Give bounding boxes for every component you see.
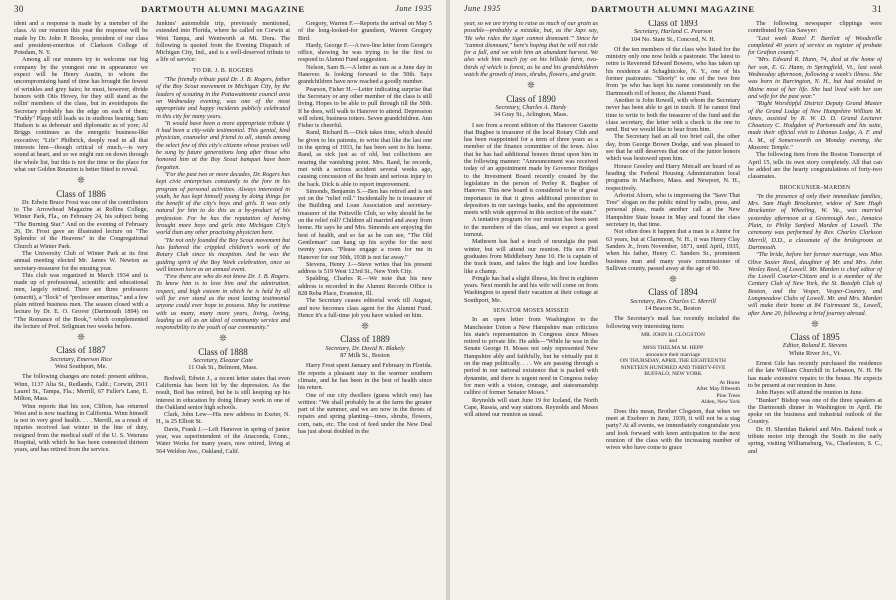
address-line: White River Jct., Vt.: [789, 349, 841, 357]
right-columns: [464, 20, 882, 596]
secretary-line: Secretary, Dr. David N. Blakely: [325, 344, 405, 352]
paragraph: The Secretary had an all too brief call, the other day, from George Brown Dodge, and was pleased to see that he still deserves that one of the junior honors which was bestowed upon him.: [606, 133, 740, 163]
paragraph: Nelson, Sam B.—A letter as rare as a June day in Hanover. Is looking forward to the 50th. Says grandchildren have now reached a goodly number.: [298, 63, 432, 86]
issue-date: June 1935: [395, 4, 432, 13]
paragraph: year, so we are trying to raise as much of our grain as possible—probably a mistake, but, as the Japs say, 'He who rides the tiger cannot dismount.'" Since he "cannot dismount," here's hoping that he will not ride for a fall, and we wish him an abundant harvest. We also wish him much joy on his hillside farm, two-thirds of which is forest, as he and his grandchildren watch the growth of trees, shrubs, flowers, and grain.: [464, 20, 598, 79]
announcement-line: NINETEEN HUNDRED AND THIRTY-FIVE: [620, 364, 726, 371]
secretary-line: Secretary, Emerson Rice: [50, 355, 112, 363]
address-line: 34 Gray St., Arlington, Mass.: [493, 111, 569, 119]
section-heading: Class of 1895: [790, 332, 840, 343]
paragraph: Reynolds will start June 19 for Iceland, the North Cape, Russia, and way stations. Reynolds and Moses will attend our reunion as usual.: [464, 396, 598, 419]
paragraph: "Bunker" Bishop was one of the three speakers at the Dartmouth dinner in Washington in April. He spoke on the business and industrial outlook of the Country.: [748, 396, 882, 426]
paragraph: Arborist Ahorn, who is impressing the "Save That Tree" slogan on the public mind by radio, press, and personal pleas, made another call at the New Hampshire State house in May and found the class secretary in, that time.: [606, 191, 740, 229]
paragraph: Rand, Richard B.—Dick takes time, which should be given to his patients, to write that like the last one in the spring of 1933, he has been sent to his home. Rand, as sick just as of old, but collections are nearing the vanishing point. Mrs. Rand, he records, met with a serious accident several weeks ago, causing concussion of the brain and serious injury to the back. Dick is able to report improvement.: [298, 129, 432, 188]
paragraph: Clark, John Lew—His new address in Exeter, N. H., is 25 Elliott St.: [156, 411, 290, 426]
address-line: 104 No. State St., Concord, N. H.: [630, 35, 716, 43]
subheading: BROCKUNIER–MARDEN: [779, 184, 851, 191]
right-page: [450, 0, 896, 600]
paragraph: John Hayes will attend the reunion in June.: [756, 389, 863, 397]
ornament-icon: ❊: [219, 333, 227, 344]
magazine-title: DARTMOUTH ALUMNI MAGAZINE: [141, 4, 305, 14]
column-3: [748, 20, 882, 596]
paragraph: Of the ten members of the class who listed for the ministry only one now holds a pastorate. The latest to retire is Reverend Edward Bowers, who has taken up his residence at Schaghticoke, N. Y., one of his former pastorates. "Shorty" is one of the two free from 'ps who has kept his name consistently on the Dartmouth roll of honor, the Alumni Fund.: [606, 45, 740, 97]
section-heading: Class of 1893: [648, 20, 698, 28]
paragraph: This club was organized in March 1934 and is made up of professional, scientific and educational men, largely retired. There are three professors (emeriti), a "flock" of "professor emeritus," and a few plain retired business men. The season closed with a lecture by Dr. E. O. Grover (Dartmouth 1894) on "The Romance of the Book," which complemented the lecture of Prof. Seligman two weeks before.: [14, 271, 148, 330]
announcement-line: announce their marriage: [645, 351, 701, 358]
left-page: [0, 0, 446, 600]
magazine-title: DARTMOUTH ALUMNI MAGAZINE: [591, 4, 755, 14]
paragraph: The following newspaper clippings were contributed by Gus Sawyer:: [748, 20, 882, 35]
secretary-line: Secretary, Eleazar Cate: [193, 357, 253, 365]
address-line: 11 Oak St., Belmont, Mass.: [188, 364, 258, 372]
announcement-line: MISS THELMA M. HEPP: [642, 345, 704, 352]
paragraph: Dr. Edwin Bruce Frost was one of the contributors to The Arrowhead Magazine at Rollins College, Winter Park, Fla., on February 24, his subject being "The Burning Star." And on the evening of February 26, Dr. Frost gave an illustrated lecture on "The Splendor of the Heavens" in the Congregational Church at Winter Park.: [14, 198, 148, 250]
paragraph: I see from a recent edition of the Hanover Gazette that Bugbee is treasurer of the local Rotary Club and has been reappointed for a term of three years as a member of the finance committee of the town. Also that he has had additional honors thrust upon him in the following manner: "Announcement was received today of an appointment made by Governor Bridges to the Investment Board recently created by the legislature in the person of Perley R. Bugbee of Hanover. This new board is considered to be of great importance in that it gives additional protection to depositors in our savings banks, and the appointment meets with wide approval in this section of the state.": [464, 121, 598, 217]
paragraph: Gregory, Warren F.—Reports the arrival on May 5 of the long-looked-for grandson, Warren Gregory Bird.: [298, 20, 432, 42]
paragraph: Harry Frost spent January and February in Florida. He reports a pleasant stay in the warmer southern climate, and he has been in the best of health since his return.: [298, 362, 432, 392]
address-line: 14 Beacon St., Boston: [644, 304, 702, 312]
left-columns: [14, 20, 432, 596]
section-heading: Class of 1890: [506, 93, 556, 104]
column-1: [14, 20, 148, 596]
ornament-icon: ❊: [77, 175, 85, 186]
at-home-line: Pine Trees: [716, 392, 740, 399]
at-home-line: At Home: [719, 380, 740, 387]
issue-date: June 1935: [464, 4, 501, 13]
paragraph: Another is John Rowell, with whom the Secretary never has been able to get in touch. If he cannot find time to write to both the treasurer of the fund and the class secretary, the letter with a check is the one to send. But we would like to hear from him.: [606, 96, 740, 134]
paragraph: In an open letter from Washington to the Manchester Union a New Hampshire man criticizes his state's representation in Congress since Moses retired to private life. He adds—"While he was in the Senate George H. Moses not only represented New Hampshire ably and faithfully, but he virtually put it on the map politically. . . . We are passing through a period in our national existence that is packed with dynamite, and there is urgent need in Congress today for men with a vision, courage, and statesmanship calibre of former Senator Moses.": [464, 316, 598, 397]
paragraph: Davis, Frank J.—Left Hanover in spring of junior year, was superintendent of the Anaconda, Conn., Water Works for many years, now retired, living at 564 Weldon Ave., Oakland, Calif.: [156, 425, 290, 455]
announcement: [606, 332, 740, 378]
paragraph: The following item from the Boston Transcript of April 15, tells its own story completely. All that can be added are the hearty congratulations of forty-two classmates.: [748, 151, 882, 181]
paragraph: Winn reports that his son, Clifton, has returned West and is now teaching in California. Winn himself is not in very good health. . . . Merrill, as a result of injuries received last winter in the line of duty, resigned from the medical staff of the U. S. Veterans Hospital, with which he has been connected thirteen years, and has retired from the service.: [14, 402, 148, 454]
secretary-line: Secretary, Harland C. Pearson: [634, 28, 712, 36]
section-heading: Class of 1894: [648, 287, 698, 298]
clipping: "Right Worshipful District Deputy Grand Master of the Grand Lodge of New Hampshire William M. Ames, assisted by R. W. D. D. Grand Lecturer Chauncey C. Hodgdon of Portsmouth and his suite, made their official visit to Libanus Lodge, A. F. and A. M., of Somersworth on Monday evening, the Masonic Temple.": [748, 100, 882, 152]
paragraph: Spalding, Charles R.—We note that his new address is recorded in the Alumni Records Office is 828 Reba Place, Evanston, Ill.: [298, 275, 432, 297]
paragraph: A tentative program for our reunion has been sent to the members of the class, and we expect a good turnout.: [464, 216, 598, 239]
at-home-block: [606, 380, 740, 406]
ornament-icon: ❊: [811, 318, 819, 329]
column-2: [156, 20, 290, 596]
section-heading: Class of 1887: [56, 345, 106, 356]
announcement-line: BUFFALO, NEW YORK: [644, 371, 702, 378]
section-heading: Class of 1888: [198, 346, 248, 357]
paragraph: Simonds, Benjamin S.—Ben has retired and is not yet on the "relief roll." Incidentally he is treasurer of the Building and Loan Association and secretary-treasurer of the Pottsville Club, so why should he be on the relief roll? Children all married and away from home. He says he and Mrs. Simonds are enjoying the best of health, and so far as he can see, "The Old Gentleman" can hang up his scythe for the next twenty years. "Please engage a room for me in Hanover for our 50th, 1938 is not far away.": [298, 187, 432, 261]
paragraph: The University Club of Winter Park at its first annual meeting elected Mr. James W. Newton as secretary-treasurer for the ensuing year.: [14, 249, 148, 272]
section-heading: Class of 1886: [56, 188, 106, 199]
column-1: [464, 20, 598, 596]
address-line: 87 Milk St., Boston: [340, 352, 390, 360]
paragraph: The Secretary's mail has recently included the following very interesting item:: [606, 315, 740, 330]
column-2: [606, 20, 740, 596]
paragraph: Does this mean, Brother Clogston, that when we meet at Exeboro in June, 1939, it will not be a stag party? At all events, we immediately congratulate you and look forward with keen anticipation to the next reunion of the class with the increasing number of wives who have come to grace: [606, 407, 740, 452]
ornament-icon: ❊: [361, 321, 369, 332]
address-line: West Southport, Me.: [55, 363, 107, 371]
paragraph: ident and a response is made by a member of the class. At our reunion this year the response will be made by Dr. John P. Brooks, president of our class and president-emeritus of Clarkson College of Potsdam, N. Y.: [14, 20, 148, 57]
at-home-line: Alden, New York: [700, 399, 740, 406]
paragraph: Among all our reuners try to welcome our big company by the youngest one in appearance we expect will be Henry Austin, to whom the uncompromising hand of time has brought the fewest of wrinkles and grey hairs; he must, however, divide honors with Otis Hovey, for they still stand as the rollin' members of the class, but in avoirdupois the Secretary probably has the edge on each of them; "Fuddy" Plapp still leads us in studious bearing; Sam Hudson is as debonair and diplomatic as of yore; Al Briggs continues as the energetic business-like executive; "Life" Philbrick, deeply read in all that interests him—though critical of much,—is very sound at heart, and so we might run on down through the whole list, but this is not the time or the place for what our Golden Reunion is better fitted to reveal.: [14, 56, 148, 173]
quote-paragraph: "The friendly tribute paid Dr. J. B. Rogers, father of the Boy Scout movement in Michigan City, by the leaders of scouting in the Pottawattomie council area on Wednesday evening, was one of the most appropriate and happy incidents publicly celebrated in this city for many years.: [156, 76, 290, 120]
paragraph: Horace Greeley and Harry Metcalf are heard of as heading the Federal Housing Administration local programs in Marlboro, Mass. and Newport, N. H., respectively.: [606, 162, 740, 192]
announcement-line: ON THURSDAY, APRIL THE EIGHTEENTH: [620, 358, 726, 365]
subheading: SENATOR MOSES MISSED: [493, 307, 569, 314]
clipping: "In the presence of only their immediate families, Mrs. Sam Hugh Brockunier, widow of Sam Hugh Brockunier of Wheeling, W. Va., was married yesterday afternoon at a Greenough Ave., Jamaica Plain, to Philip Sanford Marden of Lowell. The ceremony was performed by Rev. Charles Clarkson Merrill, D.D., a classmate of the bridegroom at Dartmouth.: [748, 192, 882, 251]
clipping: "Mrs. Edward R. Hunn, 74, died at the home of her son, E. G. Hann, in Springfield, Vt., last week Wednesday afternoon, following a week's illness. She was born in Barrington, N. H., but had resided in Maine most of her life. She had lived with her son and wife for the past year.": [748, 56, 882, 100]
at-home-line: After May fifteenth: [696, 386, 740, 393]
secretary-line: Secretary, Charles A. Hardy: [495, 103, 567, 111]
ornament-icon: ❊: [77, 332, 85, 343]
paragraph: One of our city dwellers (guess which one) has written: "We shall probably be at the farm the greater part of the summer, and we are now in the throes of repairs and spring planting—trees, shrubs, flowers, corn, oats, etc. The cost of feed under the New Deal has just about doubled in the: [298, 391, 432, 436]
paragraph: Pearson, Fisher H.—Letter indicating surprise that the Secretary or any other member of the class is still living. Hopes to be able to pull through till the 50th. If he does, will walk to Hanover to attend. Depression will relent, business totters. Seven grandchildren. Ann Fisher is cheerful.: [298, 85, 432, 130]
paragraph: The Secretary ceases editorial work till August, and now becomes class agent for the Alumni Fund. Hence it's a full-time job you have wished on him.: [298, 297, 432, 319]
paragraph: Ernest Gile has recently purchased the residence of the late William Churchill in Lebanon, N. H. He has made extensive repairs to the house. He expects to be present at our reunion in June.: [748, 360, 882, 389]
page-number: 30: [14, 4, 24, 14]
quote-paragraph: "For the past two or more decades, Dr. Rogers has kept civic enterprises constantly to the fore in his program of personal activities. Always interested in youth, he has kept himself young by doing things for the benefit of the city's boys and girls. It was only natural for him to do this as a by-product of his profession. For he has the reputation of having brought more boys and girls into Michigan City's world than any other practising physician here.: [156, 170, 290, 237]
page-number: 31: [872, 4, 882, 14]
column-3: [298, 20, 432, 596]
clipping: "Last week Rozel F. Bartlett of Woodsville completed 40 years of service as register of probate for Grafton county.": [748, 34, 882, 57]
secretary-line: Secretary, Rev. Charles C. Merrill: [630, 297, 716, 305]
secretary-line: Editor, Roland E. Stevens: [782, 342, 848, 350]
paragraph: Matheson has had a touch of neuralgia the past winter, but will attend our reunion. His son Phil graduates from Middlebury June 10. He is captain of the track team, and takes the high and low hurdles like a champ.: [464, 238, 598, 275]
ornament-icon: ❊: [527, 80, 535, 91]
ornament-icon: ❊: [669, 274, 677, 285]
section-heading: Class of 1889: [340, 334, 390, 345]
paragraph: Pringle has had a slight illness, his first in eighteen years. Next month he and his wife will come on from Washington to spend their vacation at their cottage at Southport, Me.: [464, 274, 598, 304]
paragraph: The following changes are noted: present address, Winn, 1137 Alta St., Redlands, Calif.; Corwin, 2911 Laurel St., Tampa, Fla.; Merrill, 67 Fuller's Lane, E. Milton, Mass.: [14, 373, 148, 403]
clipping: "The bride, before her former marriage, was Miss Olive Saxier Reed, daughter of Mr. and Mrs. John Wesley Reed, of Lowell. Mr. Marden is chief editor of the Lowell Courier-Citizen and is a member of the Century Club of New York, the St. Botolph Club of Boston, and the Vesper, Vesper-Country, and Longmeadow Clubs of Lowell. Mr. and Mrs. Marden will make their home at 84 Fairmount St., Lowell, after June 20, following a brief journey abroad.: [748, 251, 882, 317]
paragraph: Stevens, Henry J.—Steve writes that his present address is 519 West 123rd St., New York City.: [298, 260, 432, 276]
paragraph: Dr. H. Sheridan Baketel and Mrs. Baketel took a tribute motor trip through the South in the early spring, visiting Williamsburg, Va., Charleston, S. C., and: [748, 425, 882, 455]
paragraph: Hardy, George F.—A two-line letter from George's office, showing he was trying to be the first to respond to Alumni Fund suggestion.: [298, 41, 432, 64]
announcement-line: and: [668, 338, 678, 345]
paragraph: Not often does it happen that a man is a Junior for 63 years, but at Claremont, N. H., it was Henry Clay Sanders Jr., from November, 1871, until April, 1935, when his father, Henry C. Sanders Sr., prominent business man and many years commissioner of Sullivan county, passed away at the age of 90.: [606, 228, 740, 272]
left-header: [14, 4, 432, 16]
quote-paragraph: "He not only founded the Boy Scout movement but has fathered the crippled children's work of the Rotary Club since its inception. And he was the guiding spirit of the Boy Week celebration, once so well known here as an annual event.: [156, 236, 290, 273]
right-header: [464, 4, 882, 16]
paragraph: Junkins' automobile trip, previously mentioned, extended into Florida, where he called on Corwin at West Tampa, and Wentworth at Mt. Dora. The following is quoted from the Evening Dispatch of Michigan City, Ind., and is a well-deserved tribute to a life of service:: [156, 20, 290, 64]
quote-paragraph: "Few there are who do not know Dr. J. B. Rogers. To know him is to love him and the admiration, respect, and high esteem in which he is held by all will for ever stand as the most lasting testimonial anyone could ever hope to possess. May he continue with us many, many more years, living, loving, leading us all as an ideal of community service and responsibility to the youth of our community.": [156, 273, 290, 332]
announcement-line: MR. JOHN H. CLOGSTON: [641, 331, 705, 338]
paragraph: Bodwell, Edwin J., a recent letter states that even California has been hit by the depression. As the result, Bod has retired, but he is still keeping up his interest in education by doing library work in one of the Oakland senior high schools.: [156, 374, 290, 411]
subheading: TO DR. J. B. ROGERS: [192, 67, 254, 74]
quote-paragraph: "It would have been a more appropriate tribute if it had been a city-wide testimonial. This genial, kind physician, counselor and friend to all, stands among the select few of this city's citizens whose praises will be sung by future generations long after those who honored him at the Boy Scout banquet have been forgotten.: [156, 119, 290, 171]
